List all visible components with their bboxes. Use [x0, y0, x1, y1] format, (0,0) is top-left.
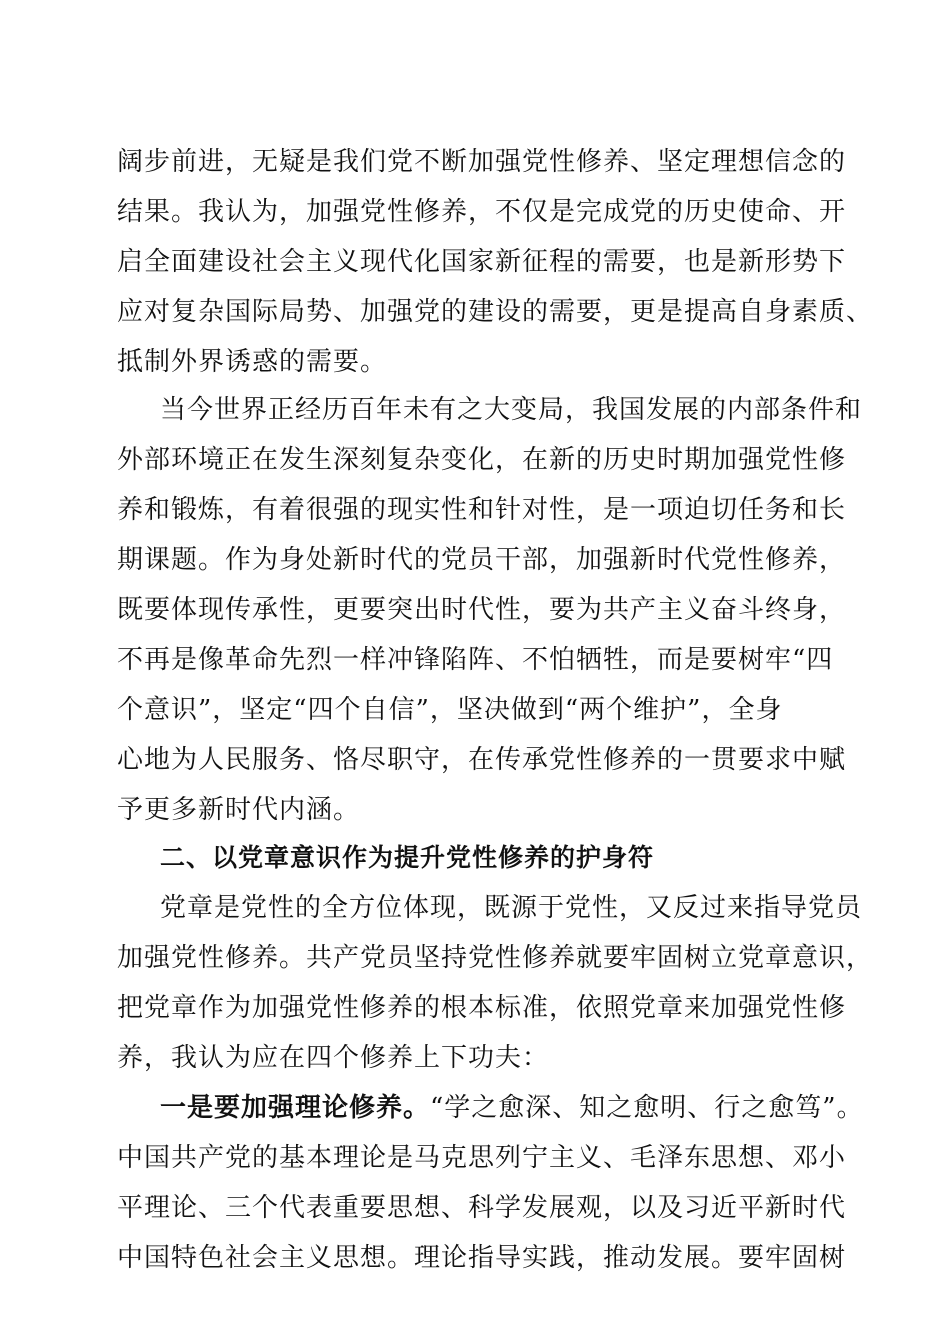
text-line: 不再是像革命先烈一样冲锋陷阵、不怕牺牲，而是要树牢“四: [117, 645, 834, 675]
text-line: 结果。我认为，加强党性修养，不仅是完成党的历史使命、开: [117, 197, 847, 227]
text-line: 加强党性修养。共产党员坚持党性修养就要牢固树立党章意识，: [117, 943, 874, 973]
text-line: 期课题。作为身处新时代的党员干部，加强新时代党性修养，: [117, 545, 847, 575]
text-line: 启全面建设社会主义现代化国家新征程的需要，也是新形势下: [117, 247, 847, 277]
text-line: 阔步前进，无疑是我们党不断加强党性修养、坚定理想信念的: [117, 147, 847, 177]
text-line: 把党章作为加强党性修养的根本标准，依照党章来加强党性修: [117, 993, 847, 1023]
text-line: 平理论、三个代表重要思想、科学发展观，以及习近平新时代: [117, 1193, 847, 1223]
text-line: 当今世界正经历百年未有之大变局，我国发展的内部条件和: [160, 395, 863, 425]
text-line: 党章是党性的全方位体现，既源于党性，又反过来指导党员: [160, 893, 863, 923]
section-heading: 二、以党章意识作为提升党性修养的护身符: [160, 843, 655, 872]
paragraph-text: “学之愈深、知之愈明、行之愈笃”。: [430, 1093, 864, 1123]
text-line: 应对复杂国际局势、加强党的建设的需要，更是提高自身素质、: [117, 297, 874, 327]
text-line: 外部环境正在发生深刻复杂变化，在新的历史时期加强党性修: [117, 445, 847, 475]
text-line: 养，我认为应在四个修养上下功夫：: [117, 1043, 550, 1073]
text-line: 中国特色社会主义思想。理论指导实践，推动发展。要牢固树: [117, 1243, 847, 1273]
text-line: 心地为人民服务、恪尽职守，在传承党性修养的一贯要求中赋: [117, 745, 847, 775]
text-line: 予更多新时代内涵。: [117, 795, 361, 825]
text-line: 抵制外界诱惑的需要。: [117, 347, 388, 377]
paragraph-lead: 一是要加强理论修养。: [160, 1093, 431, 1123]
text-line: 中国共产党的基本理论是马克思列宁主义、毛泽东思想、邓小: [117, 1143, 847, 1173]
text-line: 个意识”，坚定“四个自信”，坚决做到“两个维护”，全身: [117, 695, 783, 725]
text-line: 既要体现传承性，更要突出时代性，要为共产主义奋斗终身，: [117, 595, 847, 625]
text-line: [160, 1086, 950, 1130]
text-line: 养和锻炼，有着很强的现实性和针对性，是一项迫切任务和长: [117, 495, 847, 525]
